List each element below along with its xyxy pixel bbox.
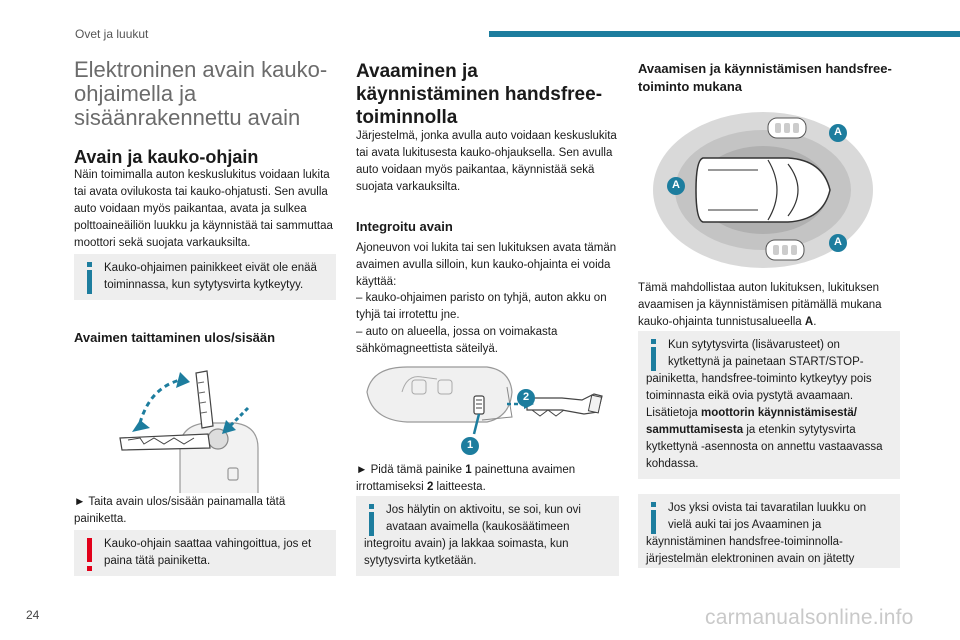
list-item-radiation: – auto on alueella, jossa on voimakasta sähkömagneettista säteilyä.	[356, 326, 558, 355]
info-text: Kauko-ohjaimen painikkeet eivät ole enää toiminnassa, kun sytytysvirta kytkeytyy.	[104, 262, 317, 291]
paragraph-handsfree: Järjestelmä, jonka avulla auto voidaan keskuslukita tai avata lukitusesta kauko-ohjauksella. Sen avulla auto voidaan myös paikantaa, käynnistää sekä suojata varkauksilta.	[356, 130, 617, 193]
page-number: 24	[26, 608, 40, 622]
key-remove-illustration	[362, 362, 612, 457]
info-icon	[646, 502, 662, 534]
zone-label-left: A	[672, 179, 680, 191]
info-icon	[364, 504, 380, 536]
info-text: Jos yksi ovista tai tavaratilan luukku on vielä auki tai jos Avaaminen ja käynnistäminen handsfree-toiminnolla-järjestelmän elektroninen avain on jätetty	[646, 502, 867, 565]
running-header: Ovet ja luukut	[75, 27, 149, 41]
info-text: Jos hälytin on aktivoitu, se soi, kun ovi avataan avaimella (kaukosäätimeen integroitu avain) ja lakkaa soimasta, kun sytytysvirta kytketään.	[364, 504, 581, 567]
detection-zone-illustration	[648, 108, 878, 273]
chapter-title: Elektroninen avain kauko-ohjaimella ja sisäänrakennettu avain	[74, 57, 328, 130]
info-box-alarm	[356, 496, 619, 576]
warning-box	[74, 530, 336, 576]
header-accent-bar	[489, 31, 960, 37]
info-text-ignition: Kun sytytysvirta (lisävarusteet) on kytkettynä ja painetaan START/STOP-painiketta, handsfree-toiminto kytkeytyy pois toiminnasta eikä ovia pystytä avaamaan.	[646, 339, 872, 402]
paragraph-fold: ► Taita avain ulos/sisään painamalla tätä painiketta.	[74, 496, 286, 525]
remote-key-top	[768, 118, 806, 138]
watermark: carmanualsonline.info	[705, 606, 914, 629]
info-box-buttons	[74, 254, 336, 300]
zone-label-bottom: A	[834, 236, 842, 248]
callout-2-label: 2	[522, 391, 530, 403]
paragraph-press-button: ► Pidä tämä painike 1 painettuna avaimen irrottamiseksi 2 laitteesta.	[356, 464, 576, 493]
callout-1-label: 1	[466, 439, 474, 451]
heading-key-remote: Avain ja kauko-ohjain	[74, 147, 259, 167]
heading-handsfree: Avaaminen ja käynnistäminen handsfree-toiminnolla	[356, 61, 603, 128]
info-box-ignition	[638, 331, 900, 479]
warning-text: Kauko-ohjain saattaa vahingoittua, jos et paina tätä painiketta.	[104, 538, 312, 567]
heading-integrated-key: Integroitu avain	[356, 219, 453, 234]
zone-label-top: A	[834, 126, 842, 138]
info-text-more: Lisätietoja moottorin käynnistämisestä/ sammuttamisesta ja etenkin sytytysvirta kytkettynä -asennosta on annettu vastaavassa kohdassa.	[646, 407, 883, 470]
list-item-battery: – kauko-ohjaimen paristo on tyhjä, auton akku on tyhjä tai irrotettu jne.	[356, 292, 607, 321]
key-fold-illustration	[110, 368, 275, 493]
info-icon	[646, 339, 662, 371]
heading-fold-key: Avaimen taittaminen ulos/sisään	[74, 330, 276, 345]
info-box-door-open	[638, 494, 900, 568]
warning-icon	[82, 538, 98, 570]
paragraph-integrated-key: Ajoneuvon voi lukita tai sen lukituksen avata tämän avaimen avulla silloin, kun kauko-ohjainta ei voida käyttää:	[356, 242, 617, 288]
paragraph-key-remote: Näin toimimalla auton keskuslukitus voidaan lukita tai avata ovilukosta tai kauko-ohjatusti. Sen avulla auto voidaan myös paikantaa, avata ja sulkea polttoaineäiliön luukku ja käynnistää tai sammuttaa moottori sekä suojata varkauksilta.	[74, 169, 333, 249]
remote-key-bottom	[766, 240, 804, 260]
info-icon	[82, 262, 98, 294]
paragraph-detection-zone: Tämä mahdollistaa auton lukituksen, lukituksen avaamisen ja käynnistämisen pitämällä mukana kauko-ohjainta tunnistusalueella A.	[638, 282, 882, 328]
heading-handsfree-carry: Avaamisen ja käynnistämisen handsfree-toiminto mukana	[638, 61, 892, 94]
